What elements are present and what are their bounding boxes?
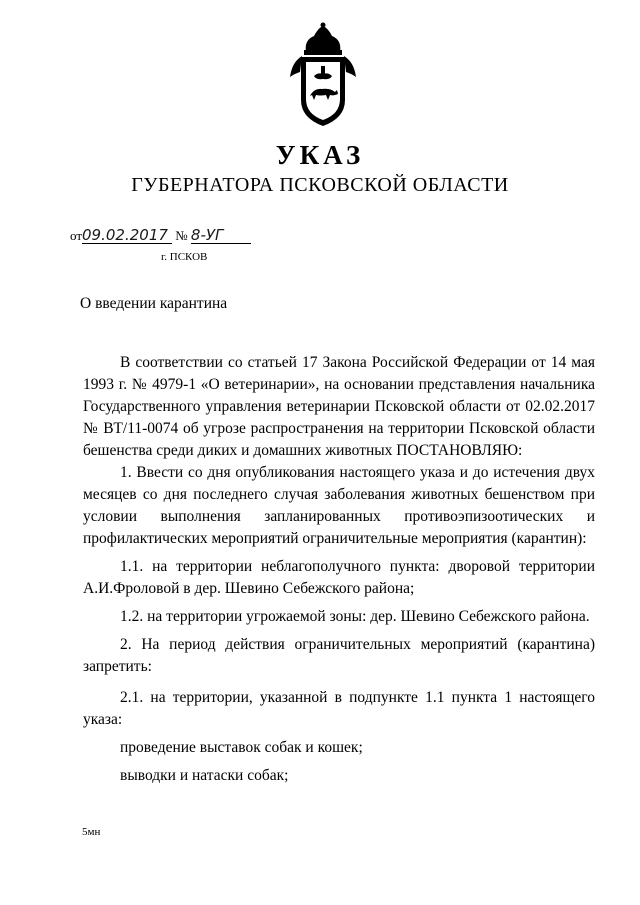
handwritten-date: 09.02.2017 — [82, 227, 172, 244]
paragraph-ban-exhibitions: проведение выставок собак и кошек; — [120, 739, 363, 756]
paragraph-item-2: 2. На период действия ограничительных мероприятий (карантина) запретить: — [83, 636, 595, 675]
paragraph-item-1-1: 1.1. на территории неблагополучного пункта: дворовой территории А.И.Фроловой в дер. Шевино Себежского района; — [83, 558, 595, 597]
decree-issuer: ГУБЕРНАТОРА ПСКОВСКОЙ ОБЛАСТИ — [131, 174, 509, 196]
paragraph-item-1: 1. Ввести со дня опубликования настоящего указа и до истечения двух месяцев со дня последнего случая заболевания животных бешенством при условии выполнения запланированных противоэпизоотических и профилактических мероприятий ограничительные мероприятия (карантин): — [83, 464, 595, 547]
decree-subject: О введении карантина — [80, 295, 228, 312]
date-number-line — [70, 227, 251, 244]
decree-body — [83, 352, 595, 787]
decree-title: УКАЗ — [275, 140, 365, 170]
handwritten-number: 8-УГ — [191, 227, 251, 244]
paragraph-item-1-2: 1.2. на территории угрожаемой зоны: дер. Шевино Себежского района. — [120, 608, 590, 625]
paragraph-preamble: В соответствии со статьей 17 Закона Российской Федерации от 14 мая 1993 г. № 4979-1 «О ветеринарии», на основании представления начальника Государственного управления ветеринарии Псковской области от 02.02.2017 № ВТ/11-0074 об угрозе распространения на территории Псковской области бешенства среди диких и домашних животных ПОСТАНОВЛЯЮ: — [83, 354, 595, 459]
number-sign: № — [175, 228, 188, 243]
city-label: г. ПСКОВ — [161, 251, 208, 263]
pskov-coat-of-arms-icon — [284, 22, 362, 128]
date-prefix: от — [70, 228, 83, 243]
footer-mark: 5мн — [82, 826, 101, 838]
paragraph-item-2-1: 2.1. на территории, указанной в подпункте 1.1 пункта 1 настоящего указа: — [83, 689, 595, 728]
paragraph-ban-dog-training: выводки и натаски собак; — [120, 767, 289, 784]
